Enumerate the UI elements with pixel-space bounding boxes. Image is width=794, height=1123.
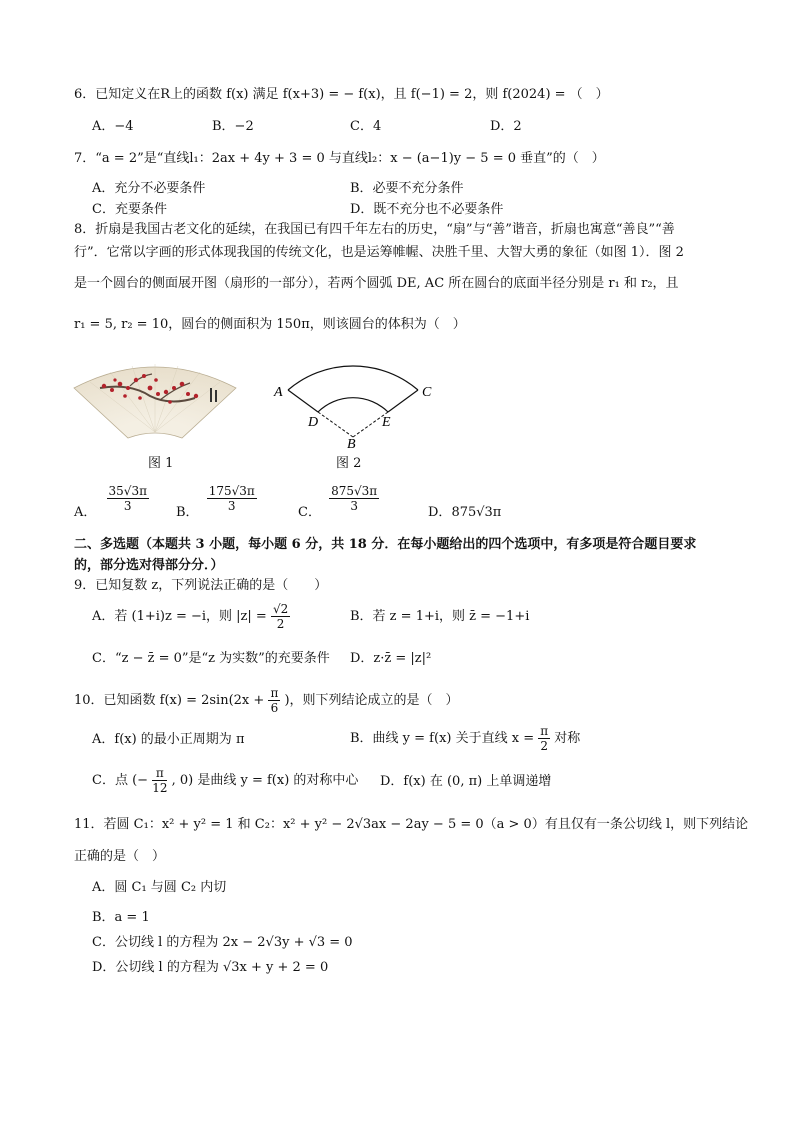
q8-line-1: 8．折扇是我国古老文化的延续，在我国已有四千年左右的历史，“扇”与“善”谐音，折扇也寓意“善良”“善 [74,222,675,237]
q8-line-4: r₁ = 5, r₂ = 10，圆台的侧面积为 150π，则该圆台的体积为（ ） [74,317,466,332]
frustum-net-diagram [270,340,440,450]
q10-b-denominator: 2 [540,739,549,753]
q10-b-numerator: π [540,724,549,738]
q9-stem: 9．已知复数 z，下列说法正确的是（ ） [74,578,328,593]
q8-line-3: 是一个圆台的侧面展开图（扇形的一部分），若两个圆弧 DE, AC 所在圆台的底面半径分别是 r₁ 和 r₂，且 [74,276,679,291]
q8-c-denominator: 3 [350,499,358,513]
q6-option-a: A．−4 [92,119,134,134]
q7-option-a: A．充分不必要条件 [92,181,206,196]
option-letter: C． [298,505,321,520]
q8-a-denominator: 3 [123,499,132,513]
q10-c-denominator: 12 [152,781,168,795]
q10-c-numerator: π [152,766,167,781]
q8-a-numerator: 35√3π [108,484,147,498]
q10-option-d: D．f(x) 在 (0, π) 上单调递增 [380,774,552,789]
section-2-heading-line-2: 的，部分选对得部分分．） [74,558,224,573]
q6-option-d: D．2 [490,119,522,134]
folding-fan-figure [70,358,240,443]
q8-c-numerator: 875√3π [331,484,378,498]
q10-b-tail: 对称 [554,731,581,746]
q8-option-d [428,504,501,522]
q7-option-d: D．既不充分也不必要条件 [350,202,504,217]
section-2-heading-line-1: 二、多选题（本题共 3 小题，每小题 6 分，共 18 分．在每小题给出的四个选项中，有多项是符合题目要求 [74,537,697,552]
figure-2-caption: 图 2 [336,456,362,471]
q9-a-denominator: 2 [276,617,285,631]
q8-option-b [176,484,257,522]
q11-option-d: D．公切线 l 的方程为 √3x + y + 2 = 0 [92,960,329,975]
q10-stem-tail: )，则下列结论成立的是（ ） [284,693,459,708]
q6-option-c: C．4 [350,119,382,134]
option-letter: A． [74,505,97,520]
q8-option-c [298,484,379,522]
q9-option-b: B．若 z = 1+i，则 z̄ = −1+i [350,609,530,624]
q10-stem-numerator: π [270,686,279,700]
q10-c-tail: , 0) 是曲线 y = f(x) 的对称中心 [171,773,359,788]
q8-option-a [74,484,149,522]
q11-option-b: B．a = 1 [92,910,150,925]
q6-stem: 6．已知定义在R上的函数 f(x) 满足 f(x+3) = − f(x)，且 f(−1) = 2，则 f(2024) = （ ） [74,87,609,102]
q7-option-b: B．必要不充分条件 [350,181,464,196]
point-label-b: B [347,437,356,450]
q10-option-b [350,724,580,753]
q10-option-a: A．f(x) 的最小正周期为 π [92,732,245,747]
point-label-c: C [422,385,432,400]
q11-line-1: 11．若圆 C₁：x² + y² = 1 和 C₂：x² + y² − 2√3ax − 2ay − 5 = 0（a > 0）有且仅有一条公切线 l，则下列结论 [74,817,749,832]
q11-option-a: A．圆 C₁ 与圆 C₂ 内切 [92,880,227,895]
option-letter: D． [428,505,452,520]
q10-stem [74,686,459,715]
figure-1-caption: 图 1 [148,456,174,471]
q9-a-numerator: √2 [272,602,289,616]
q8-line-2: 行”．它常以字画的形式体现我国的传统文化，也是运筹帷幄、决胜千里、大智大勇的象征（如图 1）．图 2 [74,245,684,260]
point-label-e: E [382,415,391,430]
q9-option-c: C．“z − z̄ = 0”是“z 为实数”的充要条件 [92,651,330,666]
q10-b-text: B．曲线 y = f(x) 关于直线 x = [350,731,535,746]
q7-stem: 7．“a = 2”是“直线l₁：2ax + 4y + 3 = 0 与直线l₂：x − (a−1)y − 5 = 0 垂直”的（ ） [74,151,605,166]
q9-option-a [92,602,290,631]
q10-stem-text: 10．已知函数 f(x) = 2sin(2x + [74,693,265,708]
q9-a-text: A．若 (1+i)z = −i，则 |z| = [92,609,267,624]
q11-line-2: 正确的是（ ） [74,849,166,864]
point-label-a: A [274,385,283,400]
q6-option-b: B．−2 [212,119,254,134]
q11-option-c: C．公切线 l 的方程为 2x − 2√3y + √3 = 0 [92,935,353,950]
q10-stem-denominator: 6 [270,701,279,715]
q10-option-c [92,766,358,795]
q8-b-denominator: 3 [227,499,236,513]
q8-b-numerator: 175√3π [208,484,255,498]
point-label-d: D [308,415,319,430]
q10-c-text: C．点 (− [92,773,149,788]
q7-option-c: C．充要条件 [92,202,167,217]
q9-option-d: D．z·z̄ = |z|² [350,651,432,666]
q8-d-value: 875√3π [451,505,502,520]
option-letter: B． [176,505,199,520]
